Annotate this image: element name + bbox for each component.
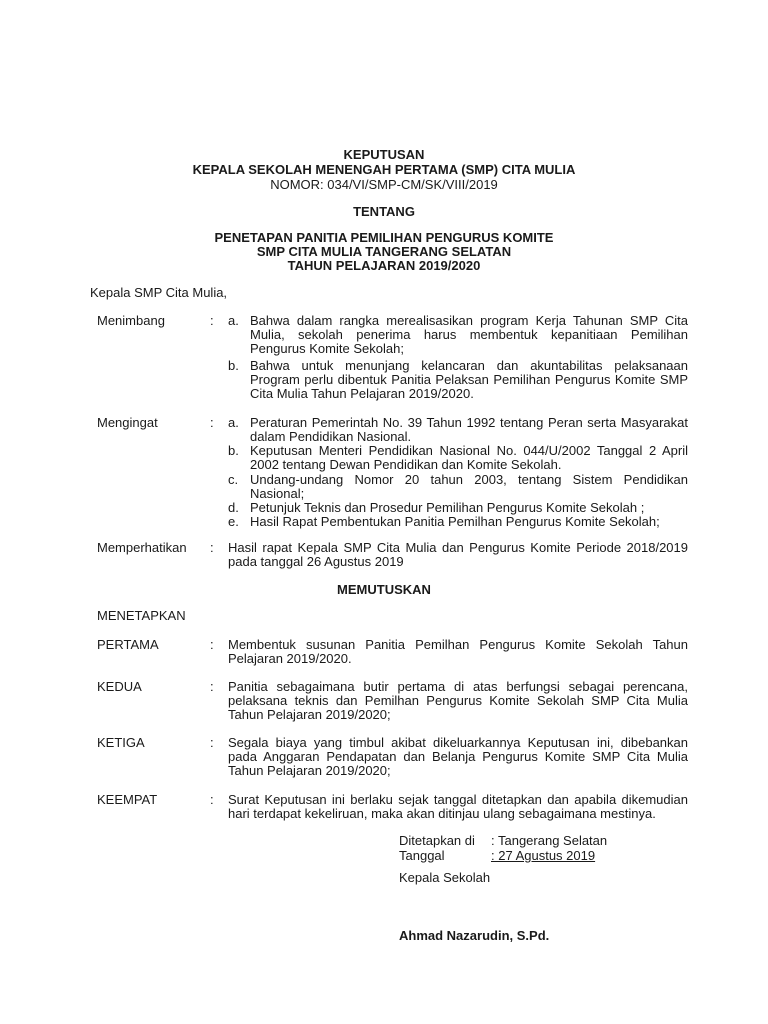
mengingat-item-e: Hasil Rapat Pembentukan Panitia Pemilhan Pengurus Komite Sekolah; xyxy=(250,514,660,529)
signature-place-label: Ditetapkan di xyxy=(399,833,475,848)
about-heading: TENTANG xyxy=(353,204,415,219)
topic-line-1: PENETAPAN PANITIA PEMILIHAN PENGURUS KOMITE xyxy=(214,230,554,245)
mengingat-letter-b: b. xyxy=(228,443,239,458)
mengingat-item-b: Keputusan Menteri Pendidikan Nasional No. 044/U/2002 Tanggal 2 April 2002 tentang Dewan Pendidikan dan Komite Sekolah. xyxy=(250,443,688,473)
signature-name: Ahmad Nazarudin, S.Pd. xyxy=(399,928,550,943)
decision-heading: MEMUTUSKAN xyxy=(337,582,431,597)
intro-text: Kepala SMP Cita Mulia, xyxy=(90,285,228,300)
mengingat-colon: : xyxy=(210,415,214,430)
pertama-label: PERTAMA xyxy=(97,637,159,652)
signature-date-label: Tanggal xyxy=(399,848,445,863)
kedua-text: Panitia sebagaimana butir pertama di atas berfungsi sebagai perencana, pelaksana teknis dan Pemilhan Pengurus Komite Sekolah SMP Cita Mulia Tahun Pelajaran 2019/2020; xyxy=(228,679,688,723)
signature-role: Kepala Sekolah xyxy=(399,870,491,885)
keempat-text: Surat Keputusan ini berlaku sejak tanggal ditetapkan dan apabila dikemudian hari terdapat kekeliruan, maka akan ditinjau ulang sebagaimana mestinya. xyxy=(228,792,688,822)
mengingat-letter-c: c. xyxy=(228,472,239,487)
kedua-colon: : xyxy=(210,679,214,694)
menimbang-colon: : xyxy=(210,313,214,328)
mengingat-item-c: Undang-undang Nomor 20 tahun 2003, tentang Sistem Pendidikan Nasional; xyxy=(250,472,688,502)
mengingat-letter-d: d. xyxy=(228,500,239,515)
mengingat-letter-e: e. xyxy=(228,514,239,529)
mengingat-item-d: Petunjuk Teknis dan Prosedur Pemilihan Pengurus Komite Sekolah ; xyxy=(250,500,645,515)
document-title: KEPUTUSAN xyxy=(343,147,425,162)
menimbang-item-a: Bahwa dalam rangka merealisasikan program Kerja Tahunan SMP Cita Mulia, sekolah penerima harus membentuk kepanitiaan Pemilihan Pengurus Komite Sekolah; xyxy=(250,313,688,357)
ketiga-text: Segala biaya yang timbul akibat dikeluarkannya Keputusan ini, dibebankan pada Anggaran Pendapatan dan Belanja Pengurus Komite SMP Cita Mulia Tahun Pelajaran 2019/2020; xyxy=(228,735,688,779)
mengingat-item-a: Peraturan Pemerintah No. 39 Tahun 1992 tentang Peran serta Masyarakat dalam Pendidikan Nasional. xyxy=(250,415,688,445)
ketiga-colon: : xyxy=(210,735,214,750)
menimbang-label: Menimbang xyxy=(97,313,165,328)
signature-date-row xyxy=(399,849,595,863)
menetapkan-label: MENETAPKAN xyxy=(97,608,186,623)
document-number: NOMOR: 034/VI/SMP-CM/SK/VIII/2019 xyxy=(270,177,498,192)
mengingat-label: Mengingat xyxy=(97,415,158,430)
document-subtitle: KEPALA SEKOLAH MENENGAH PERTAMA (SMP) CITA MULIA xyxy=(192,162,576,177)
menimbang-letter-a: a. xyxy=(228,313,239,328)
pertama-colon: : xyxy=(210,637,214,652)
menimbang-item-b: Bahwa untuk menunjang kelancaran dan akuntabilitas pelaksanaan Program perlu dibentuk Panitia Pelaksan Pemilihan Pengurus Komite SMP Cita Mulia Tahun Pelajaran 2019/2020. xyxy=(250,358,688,402)
memperhatikan-text: Hasil rapat Kepala SMP Cita Mulia dan Pengurus Komite Periode 2018/2019 pada tanggal 26 Agustus 2019 xyxy=(228,540,688,570)
memperhatikan-label: Memperhatikan xyxy=(97,540,187,555)
topic-line-3: TAHUN PELAJARAN 2019/2020 xyxy=(287,258,481,273)
signature-place-row xyxy=(399,834,607,848)
menimbang-letter-b: b. xyxy=(228,358,239,373)
mengingat-letter-a: a. xyxy=(228,415,239,430)
ketiga-label: KETIGA xyxy=(97,735,145,750)
pertama-text: Membentuk susunan Panitia Pemilhan Pengurus Komite Sekolah Tahun Pelajaran 2019/2020. xyxy=(228,637,688,667)
topic-line-2: SMP CITA MULIA TANGERANG SELATAN xyxy=(256,244,512,259)
keempat-label: KEEMPAT xyxy=(97,792,158,807)
kedua-label: KEDUA xyxy=(97,679,142,694)
signature-date-value: : 27 Agustus 2019 xyxy=(491,848,596,863)
memperhatikan-colon: : xyxy=(210,540,214,555)
keempat-colon: : xyxy=(210,792,214,807)
signature-place-value: : Tangerang Selatan xyxy=(491,833,608,848)
